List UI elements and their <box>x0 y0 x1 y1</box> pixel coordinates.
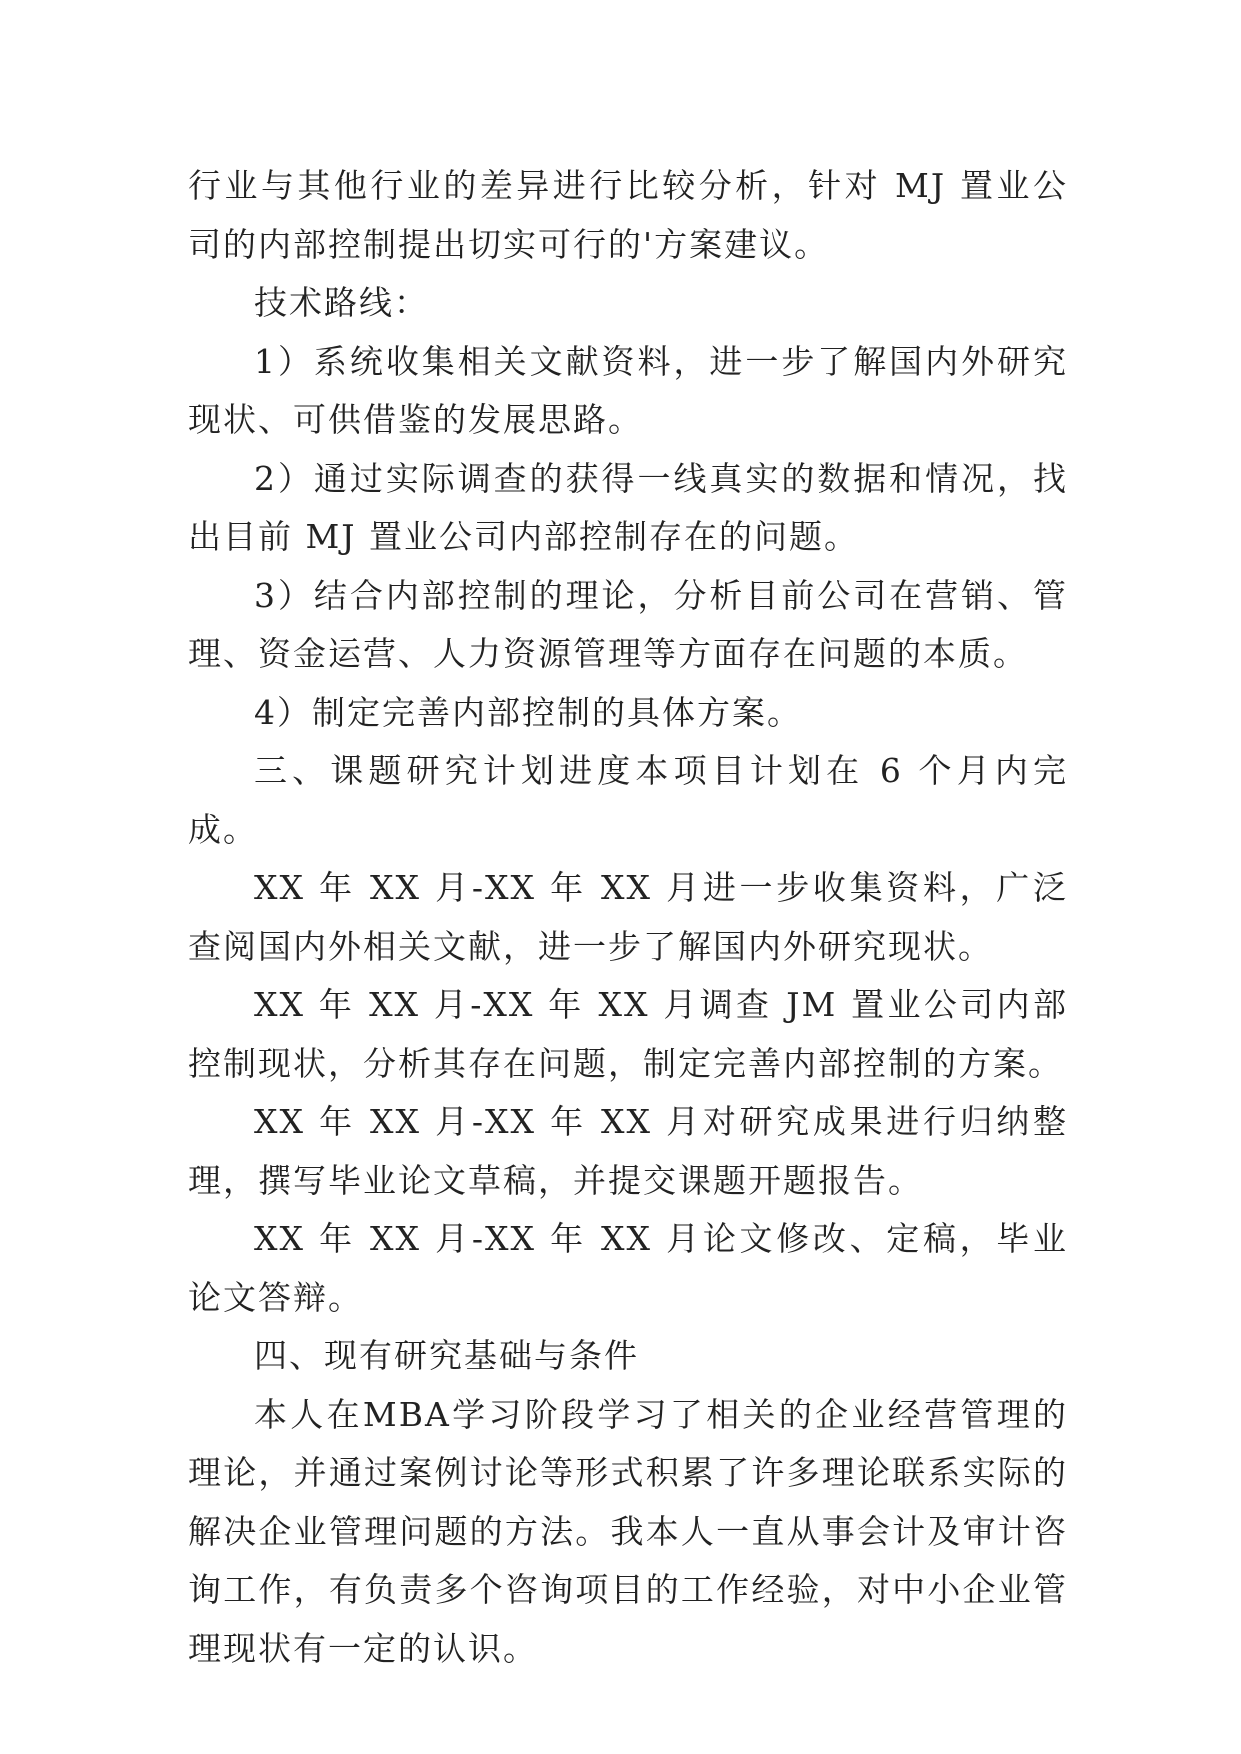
paragraph-route-step-3: 3）结合内部控制的理论，分析目前公司在营销、管理、资金运营、人力资源管理等方面存在问题的本质。 <box>188 575 1068 673</box>
document-body <box>188 157 1068 1678</box>
section-heading-schedule: 三、课题研究计划进度本项目计划在 6 个月内完成。 <box>188 751 1068 849</box>
section-heading-foundation: 四、现有研究基础与条件 <box>254 1336 639 1375</box>
schedule-item-1: XX 年 XX 月-XX 年 XX 月进一步收集资料，广泛查阅国内外相关文献，进一步了解国内外研究现状。 <box>188 868 1068 966</box>
paragraph-technical-route-heading: 技术路线： <box>254 283 429 322</box>
paragraph-route-step-1: 1）系统收集相关文献资料，进一步了解国内外研究现状、可供借鉴的发展思路。 <box>188 341 1068 439</box>
paragraph-foundation-body: 本人在MBA学习阶段学习了相关的企业经营管理的理论，并通过案例讨论等形式积累了许多理论联系实际的解决企业管理问题的方法。我本人一直从事会计及审计咨询工作，有负责多个咨询项目的工作经验，对中小企业管理现状有一定的认识。 <box>188 1394 1068 1668</box>
paragraph-route-step-2: 2）通过实际调查的获得一线真实的数据和情况，找出目前 MJ 置业公司内部控制存在的问题。 <box>188 458 1068 556</box>
schedule-item-3: XX 年 XX 月-XX 年 XX 月对研究成果进行归纳整理，撰写毕业论文草稿，并提交课题开题报告。 <box>188 1102 1068 1200</box>
paragraph-continuation: 行业与其他行业的差异进行比较分析，针对 MJ 置业公司的内部控制提出切实可行的'方案建议。 <box>188 166 1068 264</box>
schedule-item-4: XX 年 XX 月-XX 年 XX 月论文修改、定稿，毕业论文答辩。 <box>188 1219 1068 1317</box>
paragraph-route-step-4: 4）制定完善内部控制的具体方案。 <box>254 692 802 732</box>
schedule-item-2: XX 年 XX 月-XX 年 XX 月调查 JM 置业公司内部控制现状，分析其存在问题，制定完善内部控制的方案。 <box>188 985 1068 1083</box>
